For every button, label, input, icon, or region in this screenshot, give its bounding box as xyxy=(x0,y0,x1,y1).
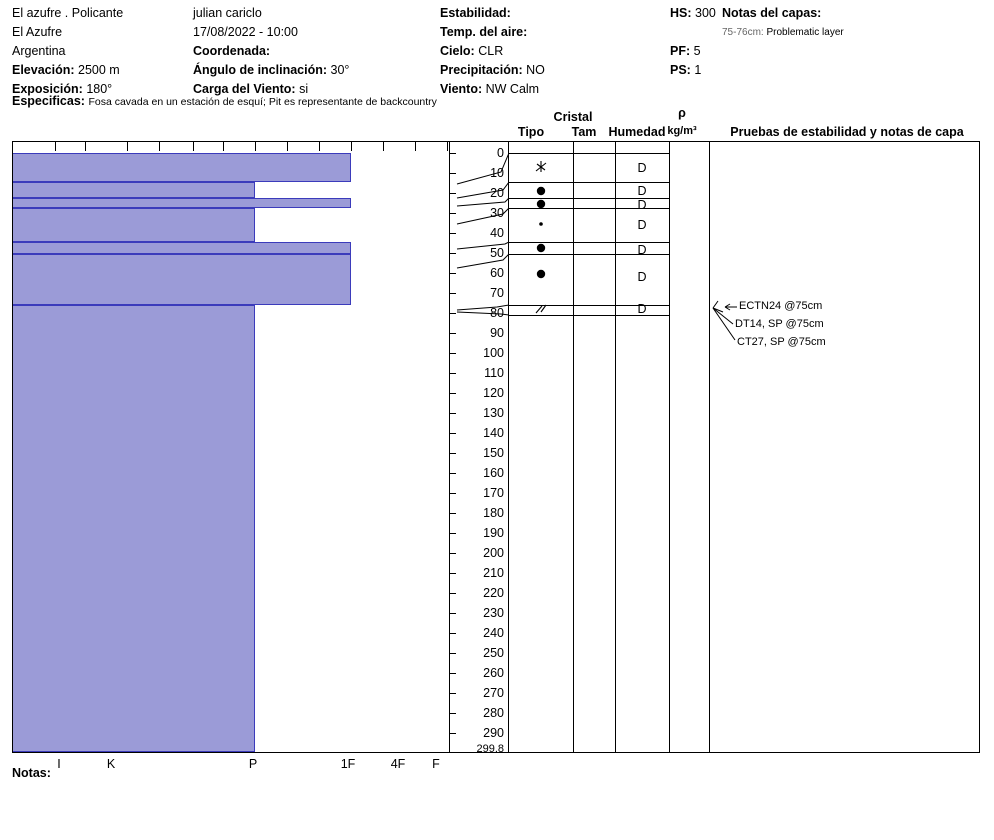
rounded-grain-icon xyxy=(535,242,547,254)
wetness-value-5: D xyxy=(637,243,647,257)
grain-type-symbol-2 xyxy=(521,185,561,199)
depth-label-220: 220 xyxy=(483,586,504,600)
rounded-grain-icon xyxy=(535,198,547,210)
hardness-scale-4F: 4F xyxy=(390,757,406,771)
depth-label-20: 20 xyxy=(490,186,504,200)
depth-label-120: 120 xyxy=(483,386,504,400)
layer-note-text: Problematic layer xyxy=(766,27,844,38)
size-column-header: Tam xyxy=(571,125,597,139)
stability-label: Estabilidad: xyxy=(440,6,511,20)
hardness-bar-layer-6 xyxy=(13,254,351,305)
pit-datetime: 17/08/2022 - 10:00 xyxy=(193,25,298,39)
aspect-label: Exposición: xyxy=(12,82,83,96)
crystal-group-header: Cristal xyxy=(553,110,593,124)
snow-profile-graph xyxy=(12,141,980,753)
hardness-scale-1F: 1F xyxy=(340,757,356,771)
faceted-crystal-icon xyxy=(533,302,549,316)
depth-label-10: 10 xyxy=(490,166,504,180)
elevation-label: Elevación: xyxy=(12,63,75,77)
type-column-header: Tipo xyxy=(517,125,545,139)
hs-label: HS: xyxy=(670,6,692,20)
elevation-value: 2500 m xyxy=(78,63,120,77)
location-line-2: El Azufre xyxy=(12,25,63,39)
location-line-1: El azufre . Policante xyxy=(12,6,124,20)
header xyxy=(0,0,994,115)
depth-label-250: 250 xyxy=(483,646,504,660)
specifics-row xyxy=(12,94,437,108)
depth-label-190: 190 xyxy=(483,526,504,540)
hardness-bar-layer-1 xyxy=(13,153,351,182)
grain-type-symbol-7 xyxy=(521,302,561,318)
specifics-value: Fosa cavada en un estación de esquí; Pit es representante de backcountry xyxy=(88,96,437,108)
header-snowpack-column xyxy=(670,4,730,80)
depth-label-80: 80 xyxy=(490,306,504,320)
depth-label-200: 200 xyxy=(483,546,504,560)
grain-type-symbol-4 xyxy=(521,218,561,232)
location-line-3: Argentina xyxy=(12,44,66,58)
hardness-bar-layer-5 xyxy=(13,242,351,254)
hardness-plot-area xyxy=(13,142,449,752)
airtemp-label: Temp. del aire: xyxy=(440,25,528,39)
sky-label: Cielo: xyxy=(440,44,475,58)
layer-connector-lines xyxy=(417,142,513,752)
depth-label-240: 240 xyxy=(483,626,504,640)
aspect-value: 180° xyxy=(86,82,113,96)
depth-label-170: 170 xyxy=(483,486,504,500)
depth-label-280: 280 xyxy=(483,706,504,720)
divider-rho-tests xyxy=(709,142,710,752)
density-symbol-header: ρ xyxy=(678,106,686,120)
depth-label-90: 90 xyxy=(490,326,504,340)
notas-label: Notas: xyxy=(12,766,51,780)
header-date-column xyxy=(193,4,438,99)
wetness-value-4: D xyxy=(637,218,647,232)
depth-label-110: 110 xyxy=(484,366,504,380)
depth-label-140: 140 xyxy=(483,426,504,440)
ps-label: PS: xyxy=(670,63,691,77)
hs-value: 300 xyxy=(695,6,716,20)
precip-label: Precipitación: xyxy=(440,63,523,77)
hardness-scale-K: K xyxy=(106,757,116,771)
depth-label-60: 60 xyxy=(490,266,504,280)
wetness-column-header: Humedad xyxy=(608,125,666,139)
depth-label-40: 40 xyxy=(490,226,504,240)
grain-type-symbol-1 xyxy=(521,160,561,176)
stability-test-1: ECTN24 @75cm xyxy=(739,300,823,312)
depth-label-100: 100 xyxy=(483,346,504,360)
hardness-bar-layer-4 xyxy=(13,208,255,242)
specifics-label: Especificas: xyxy=(12,94,85,108)
density-units-header: kg/m³ xyxy=(667,125,697,137)
grain-type-symbol-5 xyxy=(521,242,561,256)
hardness-bar-layer-2 xyxy=(13,182,255,198)
wetness-value-2: D xyxy=(637,184,647,198)
depth-label-160: 160 xyxy=(483,466,504,480)
depth-label-260: 260 xyxy=(483,666,504,680)
depth-label-150: 150 xyxy=(483,446,504,460)
depth-label-290: 290 xyxy=(483,726,504,740)
wetness-value-7: D xyxy=(637,302,647,316)
hardness-scale-P: P xyxy=(248,757,258,771)
precip-value: NO xyxy=(526,63,545,77)
pf-label: PF: xyxy=(670,44,691,58)
depth-label-30: 30 xyxy=(490,206,504,220)
rounded-grain-icon xyxy=(535,268,547,280)
depth-label-180: 180 xyxy=(483,506,504,520)
windload-value: si xyxy=(299,82,309,96)
rounded-grain-small-icon xyxy=(535,218,547,230)
wetness-value-6: D xyxy=(637,270,647,284)
sky-value: CLR xyxy=(478,44,504,58)
layer-note-range: 75-76cm: xyxy=(722,27,764,38)
incline-value: 30° xyxy=(330,63,350,77)
grain-type-symbol-6 xyxy=(521,268,561,282)
hardness-bar-layer-3 xyxy=(13,198,351,208)
depth-label-70: 70 xyxy=(490,286,504,300)
wetness-value-1: D xyxy=(637,161,647,175)
depth-label-bottom: 299.8 xyxy=(476,743,504,755)
divider-tam-humedad xyxy=(615,142,616,752)
divider-tipo-tam xyxy=(573,142,574,752)
header-conditions-column xyxy=(440,4,670,99)
wind-label: Viento: xyxy=(440,82,483,96)
observer-name: julian cariclo xyxy=(193,6,262,20)
header-location-column xyxy=(12,4,192,99)
divider-humedad-rho xyxy=(669,142,670,752)
layer-boundary-1 xyxy=(509,182,669,183)
wetness-value-3: D xyxy=(637,198,647,212)
wind-value: NW Calm xyxy=(485,82,540,96)
depth-label-270: 270 xyxy=(483,686,504,700)
header-layer-notes-column xyxy=(722,4,992,42)
pf-value: 5 xyxy=(693,44,701,58)
stability-test-2: DT14, SP @75cm xyxy=(735,318,824,330)
depth-label-130: 130 xyxy=(483,406,504,420)
layer-notes-label: Notas del capas: xyxy=(722,6,822,20)
ps-value: 1 xyxy=(694,63,702,77)
hardness-bar-layer-7 xyxy=(13,305,255,752)
depth-label-210: 210 xyxy=(483,566,504,580)
coordinate-label: Coordenada: xyxy=(193,44,271,58)
incline-label: Ángulo de inclinación: xyxy=(193,63,328,77)
depth-label-230: 230 xyxy=(483,606,504,620)
depth-label-0: 0 xyxy=(497,146,504,160)
layer-note-item xyxy=(722,23,992,42)
depth-label-50: 50 xyxy=(490,246,504,260)
layer-boundary-0 xyxy=(509,153,669,154)
hardness-scale-F: F xyxy=(432,757,440,771)
hardness-scale-I: I xyxy=(57,757,61,771)
rounded-grain-icon xyxy=(535,185,547,197)
stellar-dendrite-icon xyxy=(533,160,549,174)
windload-label: Carga del Viento: xyxy=(193,82,296,96)
tests-notes-column-header: Pruebas de estabilidad y notas de capa xyxy=(730,125,964,139)
stability-test-3: CT27, SP @75cm xyxy=(737,336,826,348)
grain-type-symbol-3 xyxy=(521,198,561,212)
